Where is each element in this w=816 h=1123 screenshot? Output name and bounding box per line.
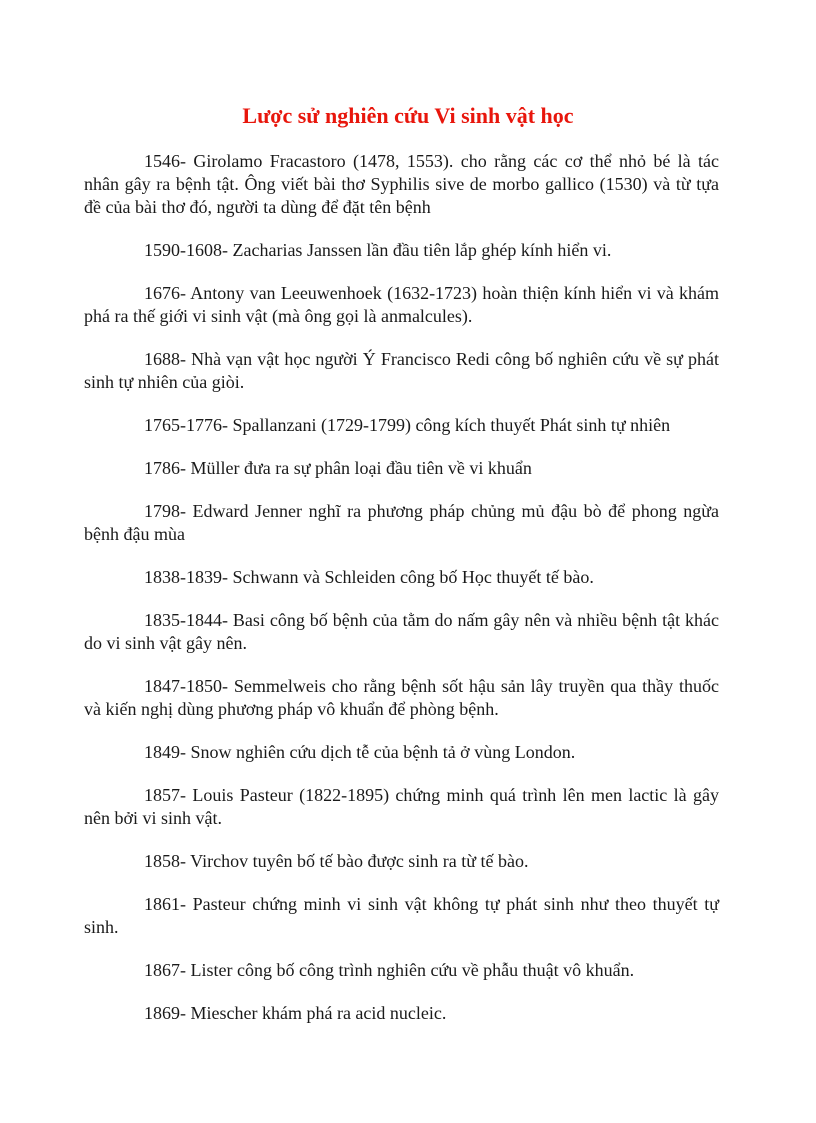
timeline-entry: 1798- Edward Jenner nghĩ ra phương pháp chủng mủ đậu bò để phong ngừa bệnh đậu mùa (84, 501, 719, 544)
timeline-entry: 1786- Müller đưa ra sự phân loại đầu tiên về vi khuẩn (144, 458, 532, 478)
timeline-entry: 1847-1850- Semmelweis cho rằng bệnh sốt hậu sản lây truyền qua thầy thuốc và kiến nghị dùng phương pháp vô khuẩn để phòng bệnh. (84, 676, 719, 719)
timeline-entry: 1838-1839- Schwann và Schleiden công bố Học thuyết tế bào. (144, 567, 594, 587)
timeline-entry: 1546- Girolamo Fracastoro (1478, 1553). cho rằng các cơ thể nhỏ bé là tác nhân gây ra bệnh tật. Ông viết bài thơ Syphilis sive de morbo gallico (1530) và từ tựa đề của bài thơ đó, người ta dùng để đặt tên bệnh (84, 151, 719, 217)
timeline-entry: 1867- Lister công bố công trình nghiên cứu về phẫu thuật vô khuẩn. (144, 960, 635, 980)
timeline-entry: 1849- Snow nghiên cứu dịch tễ của bệnh tả ở vùng London. (144, 742, 576, 762)
timeline-entry: 1858- Virchov tuyên bố tế bào được sinh ra từ tế bào. (144, 851, 529, 871)
page-title: Lược sử nghiên cứu Vi sinh vật học (242, 103, 574, 128)
timeline-entry: 1590-1608- Zacharias Janssen lần đầu tiên lắp ghép kính hiển vi. (144, 240, 612, 260)
timeline-entry: 1857- Louis Pasteur (1822-1895) chứng minh quá trình lên men lactic là gây nên bởi vi sinh vật. (84, 785, 719, 828)
timeline-entry: 1688- Nhà vạn vật học người Ý Francisco Redi công bố nghiên cứu về sự phát sinh tự nhiên của giòi. (84, 349, 719, 392)
timeline-entry: 1765-1776- Spallanzani (1729-1799) công kích thuyết Phát sinh tự nhiên (144, 415, 671, 435)
timeline-entry: 1835-1844- Basi công bố bệnh của tằm do nấm gây nên và nhiều bệnh tật khác do vi sinh vật gây nên. (84, 610, 719, 653)
timeline-entry: 1861- Pasteur chứng minh vi sinh vật không tự phát sinh như theo thuyết tự sinh. (84, 894, 719, 937)
timeline-list (84, 150, 719, 1045)
timeline-entry: 1869- Miescher khám phá ra acid nucleic. (144, 1003, 447, 1023)
timeline-entry: 1676- Antony van Leeuwenhoek (1632-1723) hoàn thiện kính hiển vi và khám phá ra thế giới vi sinh vật (mà ông gọi là anmalcules). (84, 283, 719, 326)
